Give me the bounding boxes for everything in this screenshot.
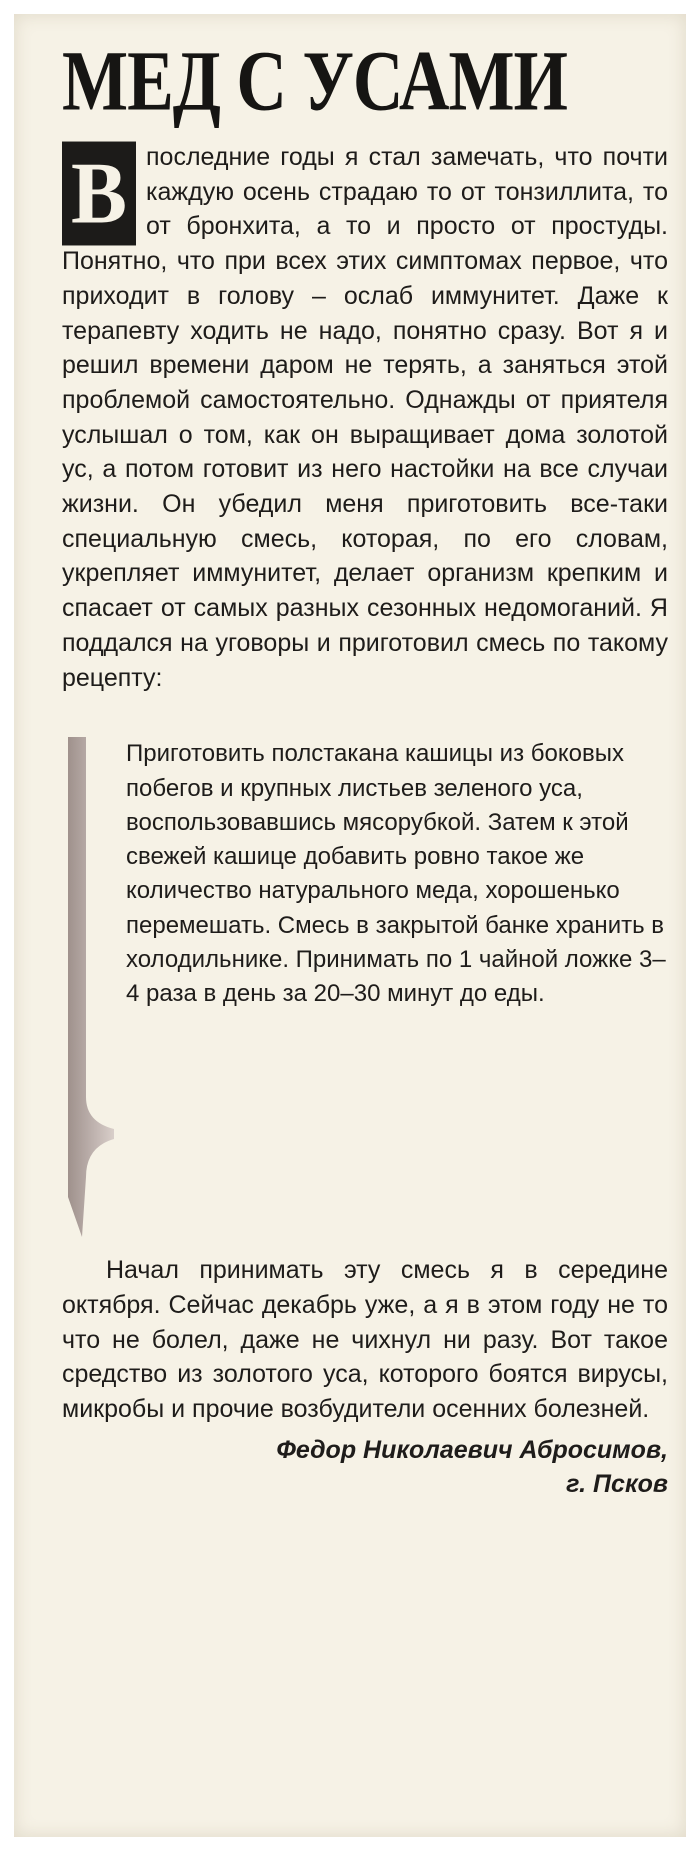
author-signature [62, 1433, 668, 1501]
recipe-text: Приготовить полстакана кашицы из боковых побегов и крупных листьев зеленого уса, воспользовавшись мясорубкой. Затем к этой свежей кашице добавить ровно такое же количество натурального меда, хорошенько перемешать. Смесь в закрытой банке хранить в холодильнике. Принимать по 1 чайной ложке 3–4 раза в день за 20–30 минут до еды. [126, 740, 666, 1008]
article-outro: Начал принимать эту смесь я в середине октября. Сейчас декабрь уже, а я в этом году не то что не болел, даже не чихнул ни разу. Вот такое средство из золотого уса, которого боятся вирусы, микробы и прочие возбудители осенних болезней. [62, 1256, 668, 1424]
author-name: Федор Николаевич Абросимов, [276, 1435, 668, 1464]
drop-cap: В [62, 142, 136, 246]
recipe-box [62, 737, 668, 1211]
newspaper-clipping [14, 14, 686, 1837]
article [62, 35, 668, 1501]
recipe-bar-ornament [62, 737, 118, 1237]
article-intro [62, 140, 668, 695]
author-city: г. Псков [566, 1469, 668, 1498]
article-title: МЕД С УСАМИ [62, 35, 567, 130]
intro-text: последние годы я стал замечать, что почти каждую осень страдаю то от тонзиллита, то от бронхита, а то и просто от простуды. Понятно, что при всех этих симптомах первое, что приходит в голову – ослаб иммунитет. Даже к терапевту ходить не надо, понятно сразу. Вот я и решил времени даром не терять, а заняться этой проблемой самостоятельно. Однажды от приятеля услышал о том, как он выращивает дома золотой ус, а потом готовит из него настойки на все случаи жизни. Он убедил меня приготовить все-таки специальную смесь, которая, по его словам, укрепляет иммунитет, делает организм крепким и спасает от самых разных сезонных недомоганий. Я поддался на уговоры и приготовил смесь по такому рецепту: [62, 143, 668, 692]
